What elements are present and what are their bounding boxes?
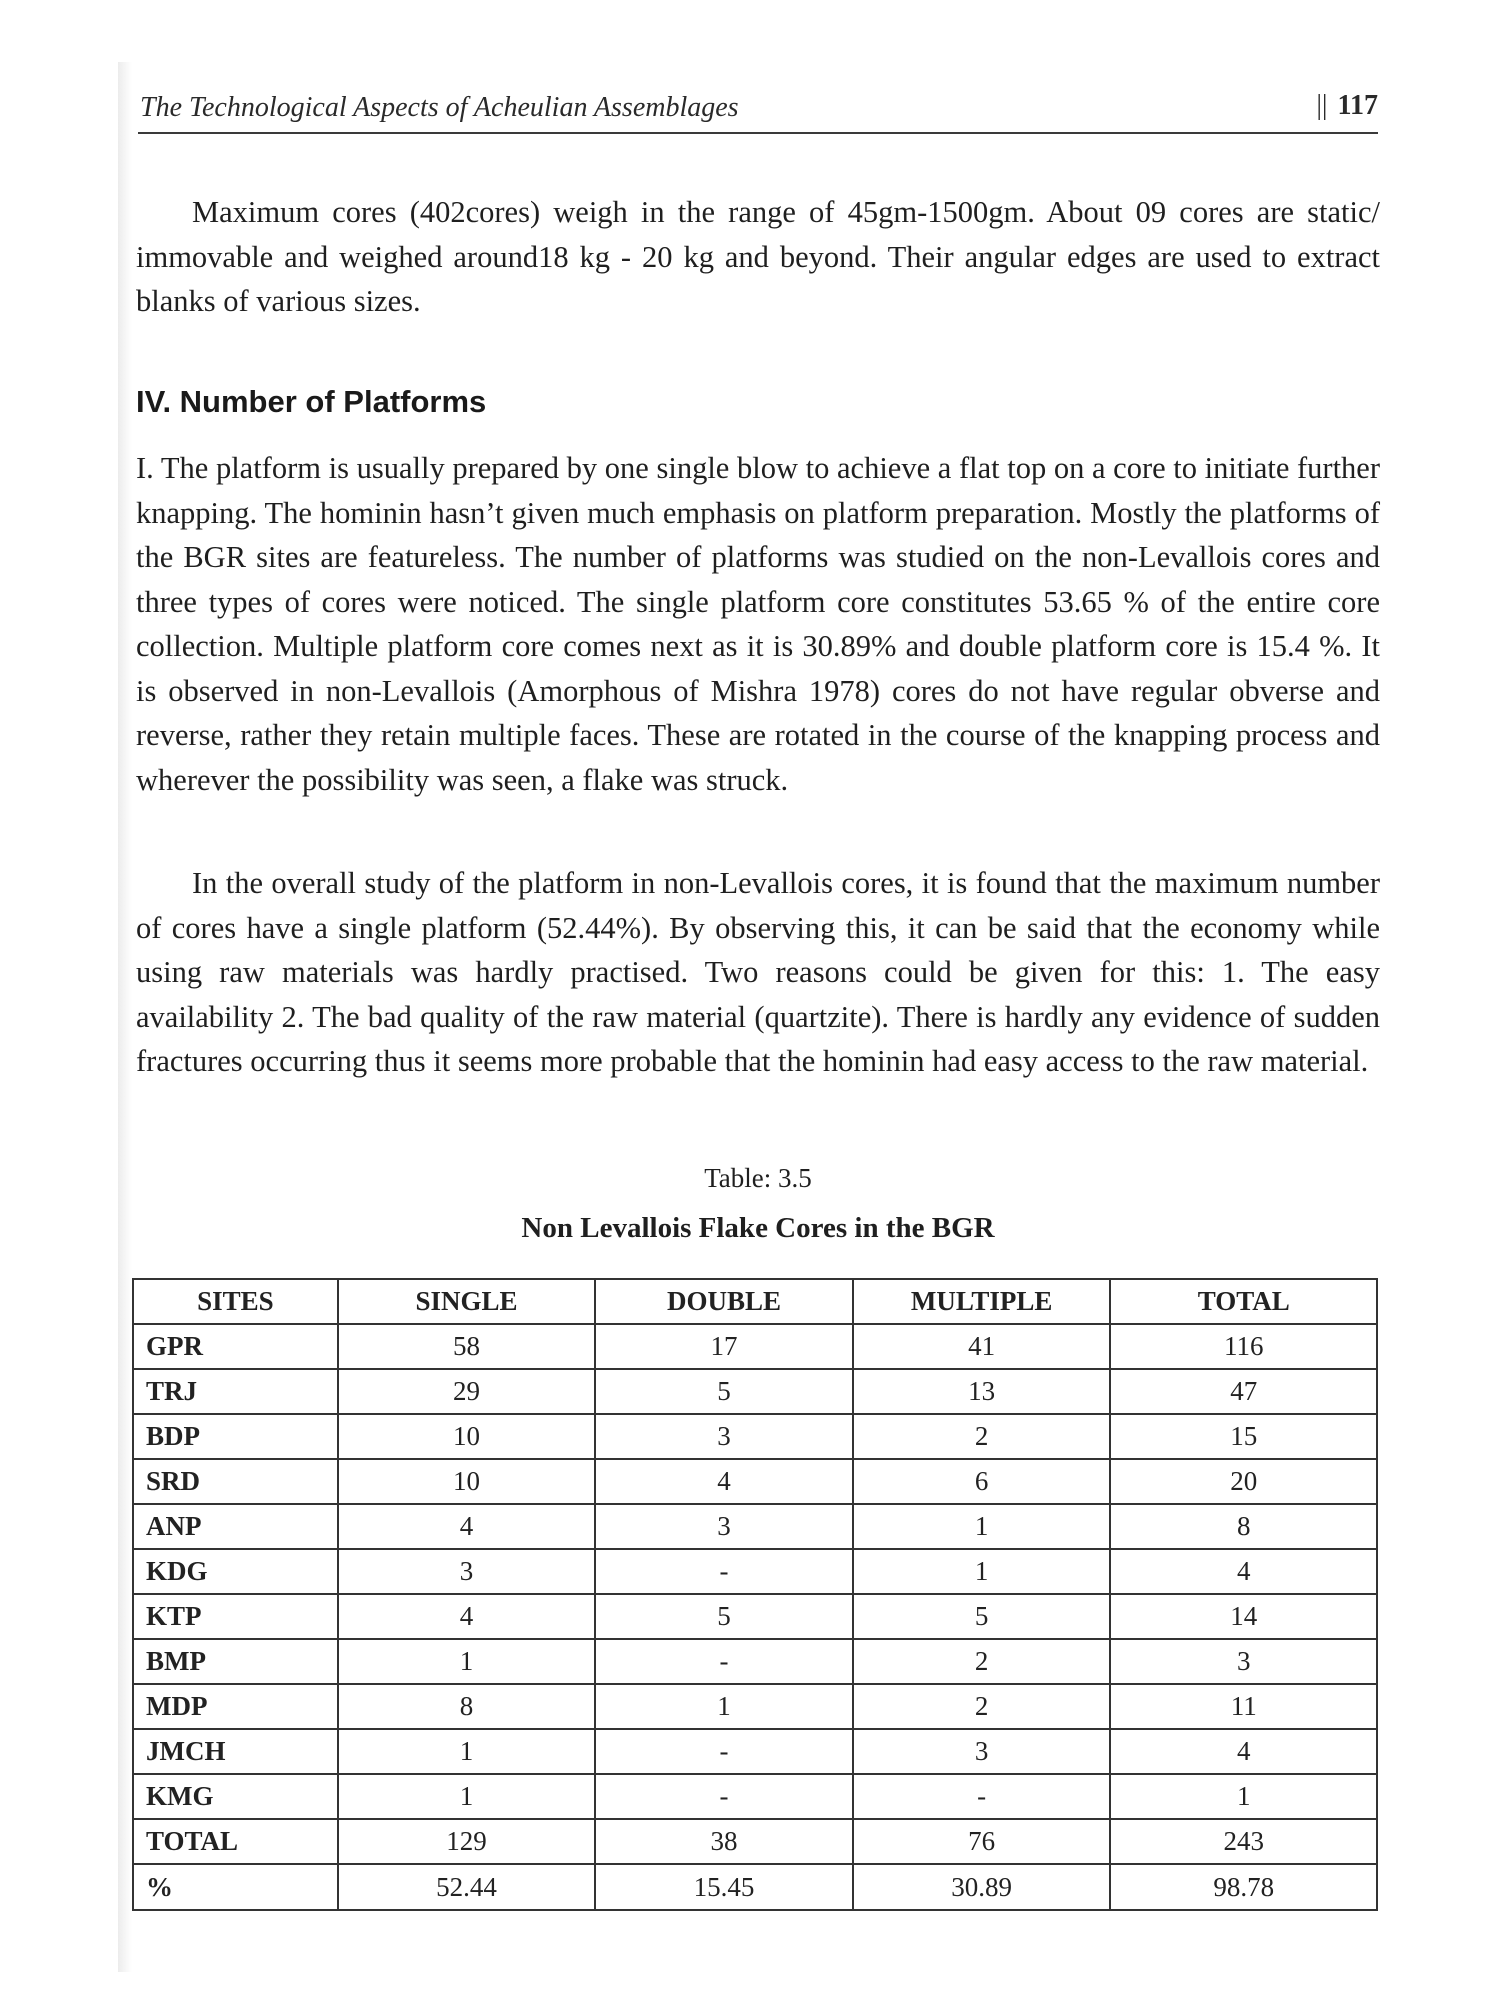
table-header-row (133, 1279, 1377, 1324)
cell-single: 1 (338, 1639, 596, 1684)
running-title: The Technological Aspects of Acheulian Assemblages (140, 92, 739, 123)
table-row (133, 1459, 1377, 1504)
cell-total: 98.78 (1110, 1864, 1377, 1910)
cell-multiple: 30.89 (853, 1864, 1111, 1910)
cell-multiple: - (853, 1774, 1111, 1819)
table-row (133, 1504, 1377, 1549)
cell-site: MDP (133, 1684, 338, 1729)
table-row (133, 1819, 1377, 1864)
cell-total: 1 (1110, 1774, 1377, 1819)
cell-double: 38 (595, 1819, 853, 1864)
cell-total: 243 (1110, 1819, 1377, 1864)
cell-site: KTP (133, 1594, 338, 1639)
cell-single: 8 (338, 1684, 596, 1729)
table-row (133, 1774, 1377, 1819)
cell-total: 47 (1110, 1369, 1377, 1414)
cell-site: TRJ (133, 1369, 338, 1414)
cell-double: - (595, 1729, 853, 1774)
cell-multiple: 6 (853, 1459, 1111, 1504)
cell-single: 129 (338, 1819, 596, 1864)
cell-double: 3 (595, 1414, 853, 1459)
cell-multiple: 41 (853, 1324, 1111, 1369)
table-row (133, 1324, 1377, 1369)
cell-multiple: 76 (853, 1819, 1111, 1864)
cell-site: TOTAL (133, 1819, 338, 1864)
cell-site: SRD (133, 1459, 338, 1504)
cell-single: 1 (338, 1729, 596, 1774)
cell-single: 4 (338, 1594, 596, 1639)
cell-total: 20 (1110, 1459, 1377, 1504)
cell-site: BMP (133, 1639, 338, 1684)
cell-multiple: 2 (853, 1684, 1111, 1729)
table-body (133, 1324, 1377, 1910)
cell-double: 1 (595, 1684, 853, 1729)
cell-multiple: 2 (853, 1639, 1111, 1684)
cell-total: 15 (1110, 1414, 1377, 1459)
cell-double: 5 (595, 1594, 853, 1639)
cell-multiple: 13 (853, 1369, 1111, 1414)
cell-multiple: 2 (853, 1414, 1111, 1459)
cell-single: 4 (338, 1504, 596, 1549)
column-header-total: TOTAL (1110, 1279, 1377, 1324)
cell-multiple: 3 (853, 1729, 1111, 1774)
cell-double: - (595, 1549, 853, 1594)
table-row (133, 1864, 1377, 1910)
cell-total: 8 (1110, 1504, 1377, 1549)
table-number: Table: 3.5 (704, 1163, 812, 1193)
cell-total: 11 (1110, 1684, 1377, 1729)
cell-single: 52.44 (338, 1864, 596, 1910)
table-row (133, 1639, 1377, 1684)
cell-double: - (595, 1774, 853, 1819)
cell-single: 10 (338, 1459, 596, 1504)
page-number-marker: || (1316, 90, 1328, 121)
paragraph-core-weights: Maximum cores (402cores) weigh in the range of 45gm-1500gm. About 09 cores are static/ immovable and weighed around18 kg - 20 kg and beyond. Their angular edges are used to extract blanks of various sizes. (136, 195, 1380, 318)
table-title: Non Levallois Flake Cores in the BGR (521, 1212, 995, 1244)
cell-multiple: 1 (853, 1504, 1111, 1549)
table-row (133, 1729, 1377, 1774)
data-table (132, 1278, 1378, 1911)
table-row (133, 1414, 1377, 1459)
cell-single: 29 (338, 1369, 596, 1414)
section-heading: IV. Number of Platforms (136, 384, 487, 419)
cell-double: 5 (595, 1369, 853, 1414)
cell-total: 4 (1110, 1549, 1377, 1594)
cell-double: 15.45 (595, 1864, 853, 1910)
table-row (133, 1369, 1377, 1414)
cell-site: JMCH (133, 1729, 338, 1774)
cell-site: % (133, 1864, 338, 1910)
cell-single: 58 (338, 1324, 596, 1369)
table-row (133, 1594, 1377, 1639)
cell-site: GPR (133, 1324, 338, 1369)
cell-single: 1 (338, 1774, 596, 1819)
column-header-multiple: MULTIPLE (853, 1279, 1111, 1324)
cell-double: - (595, 1639, 853, 1684)
cell-site: BDP (133, 1414, 338, 1459)
column-header-double: DOUBLE (595, 1279, 853, 1324)
cell-double: 3 (595, 1504, 853, 1549)
paragraph-platform-study: In the overall study of the platform in non-Levallois cores, it is found that the maximum number of cores have a single platform (52.44%). By observing this, it can be said that the economy while using raw materials was hardly practised. Two reasons could be given for this: 1. The easy availability 2. The bad quality of the raw material (quartzite). There is hardly any evidence of sudden fractures occurring thus it seems more probable that the hominin had easy access to the raw material. (136, 866, 1380, 1078)
cell-single: 3 (338, 1549, 596, 1594)
column-header-sites: SITES (133, 1279, 338, 1324)
page-gutter-shadow (118, 62, 132, 1972)
cell-total: 4 (1110, 1729, 1377, 1774)
cell-double: 17 (595, 1324, 853, 1369)
table-row (133, 1549, 1377, 1594)
column-header-single: SINGLE (338, 1279, 596, 1324)
cell-total: 14 (1110, 1594, 1377, 1639)
page-number (1316, 90, 1378, 122)
table-row (133, 1684, 1377, 1729)
cell-site: ANP (133, 1504, 338, 1549)
cell-double: 4 (595, 1459, 853, 1504)
cell-single: 10 (338, 1414, 596, 1459)
cell-multiple: 5 (853, 1594, 1111, 1639)
cell-total: 3 (1110, 1639, 1377, 1684)
cell-site: KDG (133, 1549, 338, 1594)
paragraph-platform-preparation: I. The platform is usually prepared by one single blow to achieve a flat top on a core to initiate further knapping. The hominin hasn’t given much emphasis on platform preparation. Mostly the platforms of the BGR sites are featureless. The number of platforms was studied on the non-Levallois cores and three types of cores were noticed. The single platform core constitutes 53.65 % of the entire core collection. Multiple platform core comes next as it is 30.89% and double platform core is 15.4 %. It is observed in non-Levallois (Amorphous of Mishra 1978) cores do not have regular obverse and reverse, rather they retain multiple faces. These are rotated in the course of the knapping process and wherever the possibility was seen, a flake was struck. (136, 451, 1380, 797)
running-header (138, 88, 1378, 134)
page-number-value: 117 (1337, 90, 1378, 121)
cell-total: 116 (1110, 1324, 1377, 1369)
cell-multiple: 1 (853, 1549, 1111, 1594)
cell-site: KMG (133, 1774, 338, 1819)
